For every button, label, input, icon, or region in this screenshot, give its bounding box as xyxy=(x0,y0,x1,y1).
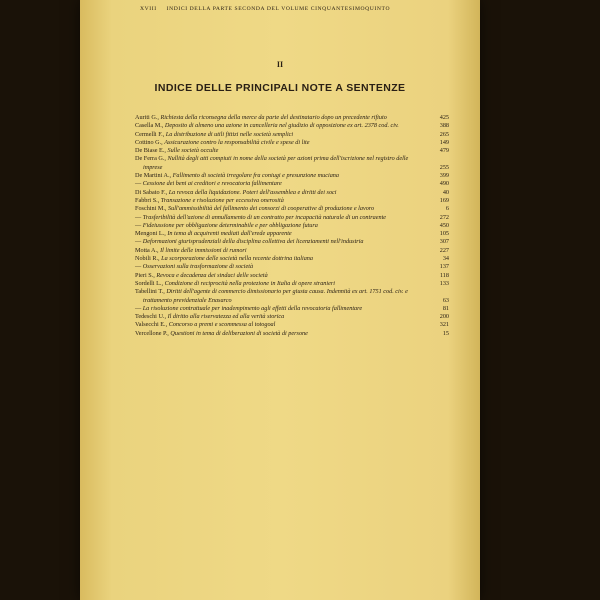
index-entry xyxy=(135,288,449,305)
entry-page-number: 388 xyxy=(439,122,449,130)
section-title: INDICE DELLE PRINCIPALI NOTE A SENTENZE xyxy=(154,82,406,94)
entry-title: Nullità degli atti compiuti in nome della società per azioni prima dell'iscrizione nel registro delle imprese xyxy=(143,155,409,171)
index-entry xyxy=(135,305,449,313)
entry-author: Sordelli L., xyxy=(135,279,164,287)
entry-title: Deformazioni giurisprudenziali della disciplina collettiva dei licenziamenti nell'industria xyxy=(142,238,364,246)
index-entry xyxy=(135,272,449,280)
index-entry xyxy=(135,230,449,238)
entry-author: Valsecchi E., xyxy=(135,321,168,329)
index-entry xyxy=(135,280,449,288)
index-entry xyxy=(135,180,449,188)
index-entry xyxy=(135,247,449,255)
entry-author: Di Sabato F., xyxy=(135,188,168,196)
entry-page-number: 105 xyxy=(439,230,449,238)
index-entry xyxy=(135,147,449,155)
entry-author: De Martini A., xyxy=(135,172,172,180)
index-entry xyxy=(135,155,449,172)
entry-title: Questioni in tema di deliberazioni di società di persone xyxy=(170,329,308,337)
index-entry xyxy=(135,214,449,222)
entry-title: In tema di acquirenti mediati dall'erede apparente xyxy=(167,230,292,238)
entry-author: — xyxy=(135,238,142,246)
entry-author: Casella M., xyxy=(135,122,164,130)
entry-title: Concorso a premi e scommessa al totogoal xyxy=(168,321,276,329)
entry-title: Richiesta della riconsegna della merce da parte del destinatario dopo un precedente rifiuto xyxy=(160,114,387,121)
entry-title: Revoca e decadenza dei sindaci delle società xyxy=(156,271,268,279)
index-entry xyxy=(135,255,449,263)
entry-title: Cessione dei beni ai creditori e revocatoria fallimentare xyxy=(142,180,282,188)
entry-page-number: 200 xyxy=(439,313,449,321)
entry-page-number: 227 xyxy=(439,246,449,254)
index-entries xyxy=(135,114,449,338)
entry-title: Fallimento di società irregolare fra coniugi e presunzione muciana xyxy=(172,172,339,180)
entry-author: De Ferra G., xyxy=(135,155,166,163)
entry-title: Transazione e risoluzione per eccessiva onerosità xyxy=(160,196,284,204)
index-entry xyxy=(135,114,449,122)
entry-author: Cottino G., xyxy=(135,138,163,146)
entry-author: Tedeschi U., xyxy=(135,313,167,321)
index-entry xyxy=(135,189,449,197)
entry-title: Sulle società occulte xyxy=(167,147,219,155)
index-entry xyxy=(135,139,449,147)
entry-page-number: 81 xyxy=(442,304,449,312)
entry-title: Il diritto alla riservatezza ed alla verità storica xyxy=(167,313,285,321)
entry-author: Tabellini T., xyxy=(135,288,165,296)
entry-author: Cermelli F., xyxy=(135,130,165,138)
entry-page-number: 15 xyxy=(442,329,449,337)
entry-title: Condizione di reciprocità nella protezione in Italia di opere stranieri xyxy=(164,279,335,287)
index-entry xyxy=(135,205,449,213)
index-entry xyxy=(135,313,449,321)
entry-page-number: 450 xyxy=(439,221,449,229)
entry-author: — xyxy=(135,221,142,229)
entry-author: Fabbri S., xyxy=(135,196,160,204)
entry-page-number: 133 xyxy=(439,279,449,287)
index-entry xyxy=(135,122,449,130)
index-entry xyxy=(135,238,449,246)
entry-author: Mengoni L., xyxy=(135,230,166,238)
entry-page-number: 6 xyxy=(445,205,449,213)
section-number: II xyxy=(276,60,284,69)
entry-page-number: 321 xyxy=(439,321,449,329)
running-title: INDICI DELLA PARTE SECONDA DEL VOLUME CINQUANTESIMOQUINTO xyxy=(166,6,391,12)
entry-title: La scorporazione delle società nella recente dottrina italiana xyxy=(161,255,313,263)
entry-title: Il limite delle immissioni di rumori xyxy=(160,246,247,254)
index-entry xyxy=(135,172,449,180)
entry-page-number: 399 xyxy=(439,172,449,180)
entry-author: — xyxy=(135,180,142,188)
entry-title: Assicurazione contro la responsabilità civile e spese di lite xyxy=(164,138,310,146)
index-entry xyxy=(135,263,449,271)
index-entry xyxy=(135,330,449,338)
entry-page-number: 34 xyxy=(442,255,449,263)
entry-title: Sull'ammissibilità del fallimento dei consorzi di cooperative di produzione e lavoro xyxy=(168,205,375,213)
entry-title: La revoca della liquidazione. Poteri dell'assemblea e diritti dei soci xyxy=(168,188,337,196)
entry-title: La distribuzione di utili fittizi nelle società semplici xyxy=(165,130,294,138)
entry-page-number: 169 xyxy=(439,196,449,204)
folio: XVIII xyxy=(140,6,157,12)
entry-author: Nobili R., xyxy=(135,255,160,263)
running-header xyxy=(140,6,440,12)
entry-author: De Biase E., xyxy=(135,147,166,155)
entry-title: Diritti dell'agente di commercio dimissionario per giusta causa. Indennità ex art. 1751 cod. civ. e trattamento previdenziale Enasarco xyxy=(143,288,408,304)
entry-page-number: 490 xyxy=(439,180,449,188)
index-entry xyxy=(135,321,449,329)
entry-page-number: 63 xyxy=(442,296,449,304)
index-entry xyxy=(135,222,449,230)
entry-page-number: 137 xyxy=(439,263,449,271)
entry-author: Motta A., xyxy=(135,246,159,254)
entry-author: — xyxy=(135,304,142,312)
entry-author: Foschini M., xyxy=(135,205,167,213)
entry-title: La risoluzione contrattuale per inadempimento agli effetti della revocatoria fallimentare xyxy=(142,304,363,312)
entry-title: Trasferibilità dell'azione di annullamento di un contratto per incapacità naturale di un contraente xyxy=(142,213,387,221)
entry-page-number: 118 xyxy=(439,271,449,279)
entry-author: Auriti G., xyxy=(135,114,159,121)
entry-page-number: 425 xyxy=(439,114,449,121)
entry-title: Osservazioni sulla trasformazione di società xyxy=(142,263,254,271)
index-entry xyxy=(135,131,449,139)
entry-author: Vercellone P., xyxy=(135,329,169,337)
entry-title: Fideiussione per obbligazione determinabile e per obbligazione futura xyxy=(142,221,318,229)
entry-author: — xyxy=(135,263,142,271)
entry-page-number: 307 xyxy=(439,238,449,246)
entry-page-number: 149 xyxy=(439,138,449,146)
index-entry xyxy=(135,197,449,205)
book-page xyxy=(80,0,480,600)
entry-page-number: 40 xyxy=(442,188,449,196)
entry-author: Pieri S., xyxy=(135,271,155,279)
entry-author: — xyxy=(135,213,142,221)
entry-page-number: 255 xyxy=(439,163,449,171)
entry-page-number: 479 xyxy=(439,147,449,155)
entry-page-number: 265 xyxy=(439,130,449,138)
entry-page-number: 272 xyxy=(439,213,449,221)
entry-title: Deposito di almeno una azione in cancelleria nel giudizio di opposizione ex art. 2378 cod. civ. xyxy=(164,122,399,130)
